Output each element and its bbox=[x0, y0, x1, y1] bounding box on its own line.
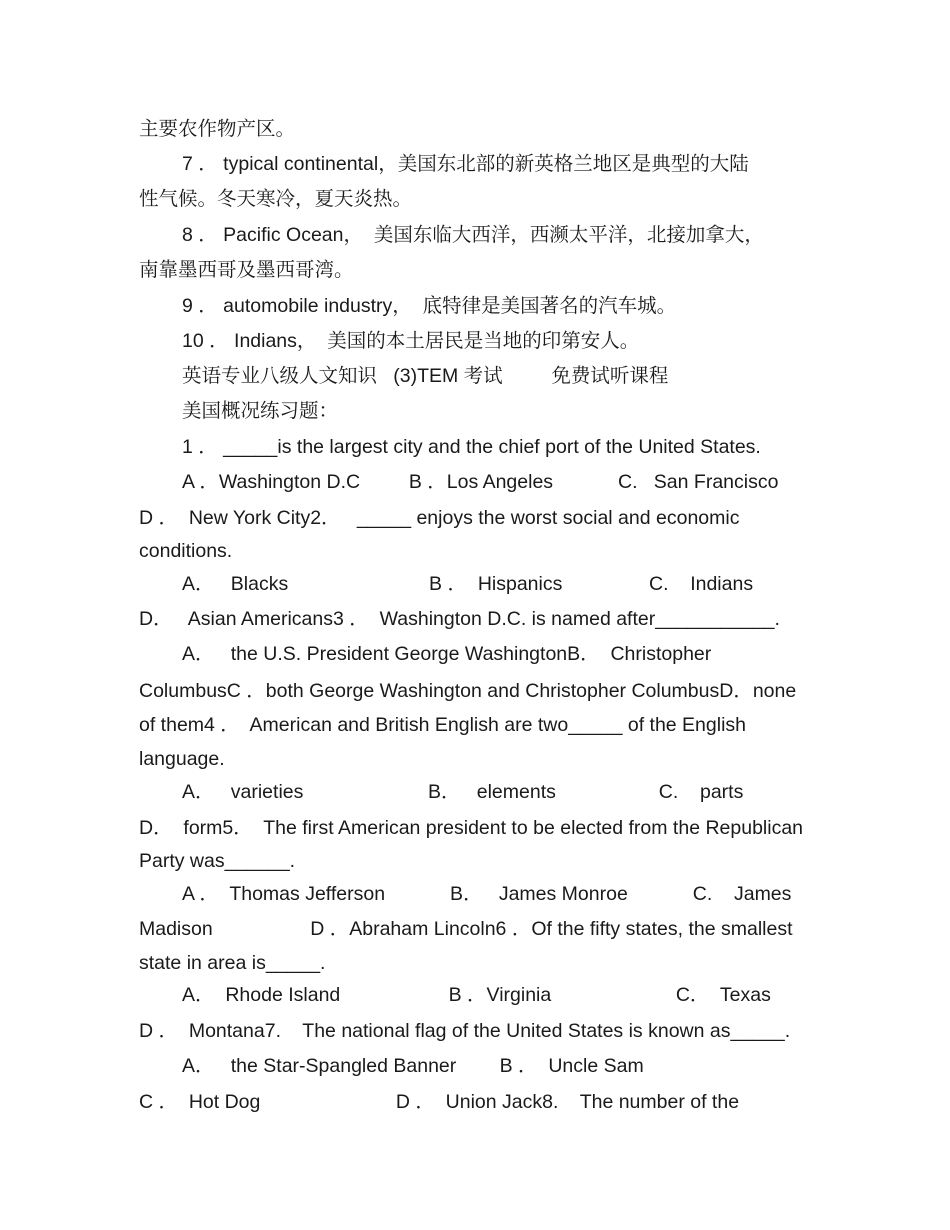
text-line: D． form5． The first American president to be elected from the Republican bbox=[139, 817, 804, 839]
text-line: 9 ． automobile industry， 底特律是美国著名的汽车城。 bbox=[182, 295, 677, 317]
text-line: A． the Star-Spangled Banner B ． Uncle Sam bbox=[182, 1055, 644, 1077]
text-line: 7 ． typical continental，美国东北部的新英格兰地区是典型的大陆 bbox=[182, 153, 749, 175]
text-line: Madison D ．Abraham Lincoln6 ．Of the fifty states, the smallest bbox=[139, 918, 793, 940]
text-line: 1 ． _____is the largest city and the chief port of the United States. bbox=[182, 436, 761, 458]
text-line: 美国概况练习题： bbox=[182, 400, 339, 422]
text-line: 主要农作物产区。 bbox=[139, 118, 296, 140]
text-line: A． the U.S. President George WashingtonB． Christopher bbox=[182, 643, 712, 665]
text-line: language. bbox=[139, 748, 225, 770]
text-line: C ． Hot Dog D ． Union Jack8. The number of the bbox=[139, 1091, 740, 1113]
text-line: D． Asian Americans3 ． Washington D.C. is named after___________. bbox=[139, 608, 780, 630]
text-line: conditions. bbox=[139, 540, 233, 562]
text-line: A． varieties B． elements C. parts bbox=[182, 781, 744, 803]
text-line: 8 ． Pacific Ocean， 美国东临大西洋，西濒太平洋，北接加拿大， bbox=[182, 224, 764, 246]
text-line: 10 ． Indians， 美国的本土居民是当地的印第安人。 bbox=[182, 330, 640, 352]
text-line: state in area is_____. bbox=[139, 952, 326, 974]
text-line: A ．Washington D.C B ．Los Angeles C. San Francisco bbox=[182, 471, 779, 493]
text-line: D ． New York City2． _____ enjoys the worst social and economic bbox=[139, 507, 740, 529]
text-line: D ． Montana7. The national flag of the United States is known as_____. bbox=[139, 1020, 791, 1042]
text-line: ColumbusC ．both George Washington and Christopher ColumbusD．none bbox=[139, 680, 797, 702]
text-line: A ． Thomas Jefferson B． James Monroe C. James bbox=[182, 883, 792, 905]
text-line: of them4 ． American and British English are two_____ of the English bbox=[139, 714, 747, 736]
text-line: 英语专业八级人文知识 (3)TEM 考试 免费试听课程 bbox=[182, 365, 669, 387]
text-line: 南靠墨西哥及墨西哥湾。 bbox=[139, 259, 354, 281]
text-line: Party was______. bbox=[139, 850, 296, 872]
text-line: 性气候。冬天寒冷，夏天炎热。 bbox=[139, 188, 413, 210]
text-line: A． Blacks B ． Hispanics C. Indians bbox=[182, 573, 754, 595]
text-line: A． Rhode Island B ．Virginia C． Texas bbox=[182, 984, 771, 1006]
